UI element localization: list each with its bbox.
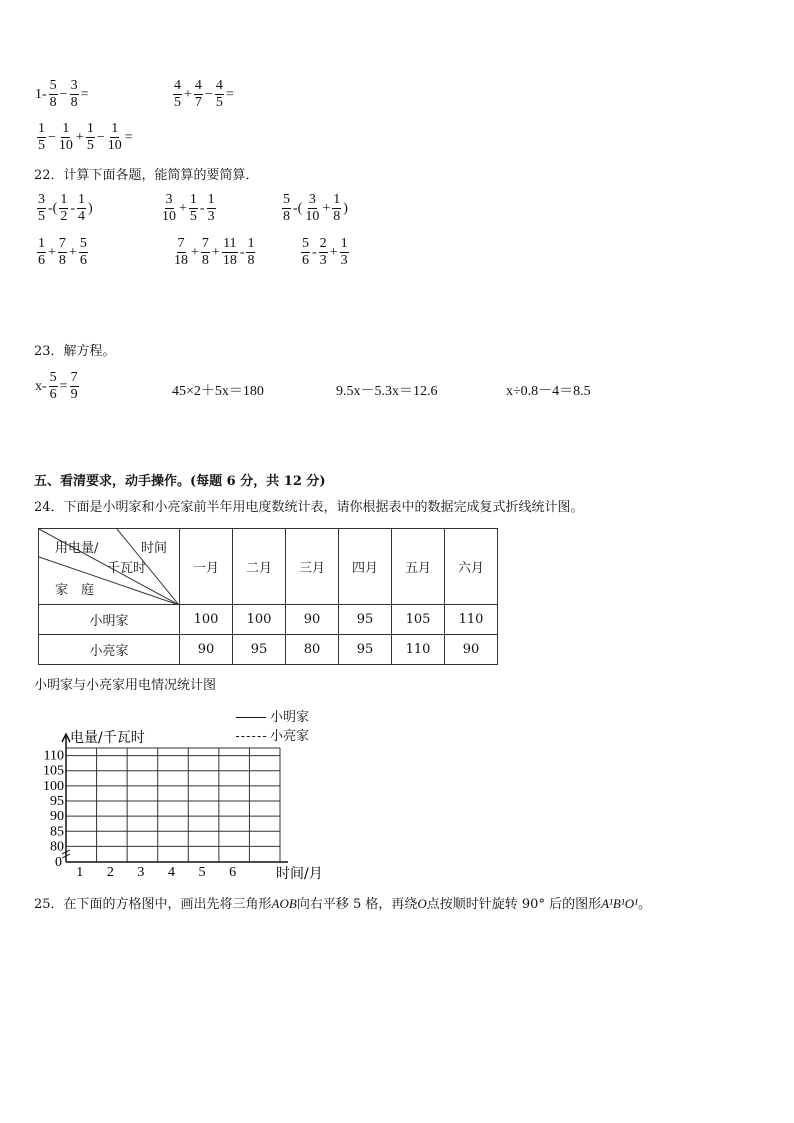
fraction: $\frac{5}{8}$ (49, 78, 57, 110)
y-tick-label: 85 (50, 824, 64, 840)
q22-expr-4: $\frac{1}{6}$ + $\frac{7}{8}$ + $\frac{5}{6}$ (38, 236, 87, 268)
y-tick-label: 90 (50, 809, 64, 825)
expr-2: $\frac{4}{5}$ + $\frac{4}{7}$ − $\frac{4}{5}$ = (174, 78, 234, 110)
equation-2: 45×2＋5x＝180 (172, 384, 264, 399)
fraction: $\frac{4}{5}$ (174, 78, 181, 110)
table-cell: 90 (445, 635, 498, 665)
fraction: $\frac{4}{5}$ (215, 78, 223, 110)
month-header: 二月 (233, 529, 286, 605)
y-tick-label: 95 (50, 794, 64, 809)
x-axis-label: 时间/月 (276, 866, 323, 882)
tick-labels (43, 749, 236, 880)
table-row (39, 635, 498, 665)
electricity-table (38, 528, 498, 665)
equation-3: 9.5x－5.3x＝12.6 (336, 384, 438, 399)
x-tick-label: 5 (198, 865, 206, 880)
question-22-title: 22．计算下面各题，能简算的要简算． (34, 168, 259, 183)
y-tick-label: 110 (43, 748, 64, 764)
section-5-title: 五、看清要求，动手操作。(每题 6 分，共 12 分) (34, 474, 326, 489)
x-tick-label: 6 (229, 865, 237, 880)
y-tick-label: 105 (43, 763, 64, 779)
fraction: $\frac{1}{10}$ (58, 121, 73, 153)
table-cell: 110 (392, 635, 445, 665)
q22-expr-2: $\frac{3}{10}$ + $\frac{1}{5}$ - $\frac{1}{3}$ (162, 192, 215, 224)
y-tick-label: 0 (55, 855, 62, 870)
fraction: $\frac{1}{5}$ (38, 121, 45, 153)
y-tick-label: 100 (43, 778, 64, 794)
fraction: $\frac{4}{7}$ (194, 78, 202, 110)
month-header: 五月 (392, 529, 445, 605)
month-header: 一月 (180, 529, 233, 605)
table-cell: 100 (180, 605, 233, 635)
fraction: $\frac{3}{8}$ (70, 78, 78, 110)
q22-expr-3: $\frac{5}{8}$ -( $\frac{3}{10}$ + $\frac{1}{8}$ ) (283, 192, 348, 224)
table-cell: 110 (445, 605, 498, 635)
question-24-title: 24．下面是小明家和小亮家前半年用电度数统计表，请你根据表中的数据完成复式折线统计图。 (34, 500, 584, 515)
equation-4: x÷0.8－4＝8.5 (506, 384, 591, 399)
table-cell: 95 (339, 605, 392, 635)
q22-expr-1: $\frac{3}{5}$ -( $\frac{1}{2}$ - $\frac{1}{4}$ ) (38, 192, 93, 224)
line-chart-grid (30, 722, 350, 882)
x-tick-label: 1 (76, 865, 84, 880)
table-cell: 80 (286, 635, 339, 665)
legend-xiaoming: 小明家 (236, 710, 309, 726)
chart-title: 小明家与小亮家用电情况统计图 (34, 678, 217, 693)
expr-3: $\frac{1}{5}$ − $\frac{1}{10}$ + $\frac{1}{5}$ − $\frac{1}{10}$ = (38, 121, 133, 153)
equation-1: x- $\frac{5}{6}$ = $\frac{7}{9}$ (35, 370, 78, 402)
table-cell: 90 (180, 635, 233, 665)
family-name: 小亮家 (39, 635, 180, 665)
table-cell: 95 (233, 635, 286, 665)
month-header: 三月 (286, 529, 339, 605)
table-cell: 95 (339, 635, 392, 665)
month-header: 六月 (445, 529, 498, 605)
question-25-title: 25．在下面的方格图中，画出先将三角形AOB向右平移 5 格，再绕O点按顺时针旋转 90° 后的图形A¹B¹O¹。 (34, 896, 652, 912)
x-tick-label: 3 (137, 865, 145, 880)
x-tick-label: 4 (167, 865, 175, 880)
fraction: $\frac{1}{10}$ (107, 121, 122, 153)
q22-expr-6: $\frac{5}{6}$ - $\frac{2}{3}$ + $\frac{1}{3}$ (302, 236, 348, 268)
legend-xiaoliang: 小亮家 (236, 729, 309, 745)
expr-1: 1- $\frac{5}{8}$ − $\frac{3}{8}$ = (35, 78, 89, 110)
grid (66, 748, 280, 862)
diagonal-header-cell: 用电量/ 时间 千瓦时 家 庭 (39, 529, 180, 605)
table-cell: 90 (286, 605, 339, 635)
x-tick-label: 2 (106, 865, 114, 880)
table-cell: 105 (392, 605, 445, 635)
question-23-title: 23．解方程。 (34, 344, 116, 359)
solid-line-icon (236, 717, 266, 718)
y-tick-label: 80 (50, 839, 64, 855)
axes (62, 734, 288, 862)
month-header: 四月 (339, 529, 392, 605)
q22-expr-5: $\frac{7}{18}$ + $\frac{7}{8}$ + $\frac{11}{18}$ - $\frac{1}{8}$ (174, 236, 255, 268)
table-cell: 100 (233, 605, 286, 635)
family-name: 小明家 (39, 605, 180, 635)
y-axis-label: 电量/千瓦时 (70, 730, 145, 746)
fraction: $\frac{1}{5}$ (86, 121, 94, 153)
table-row (39, 605, 498, 635)
